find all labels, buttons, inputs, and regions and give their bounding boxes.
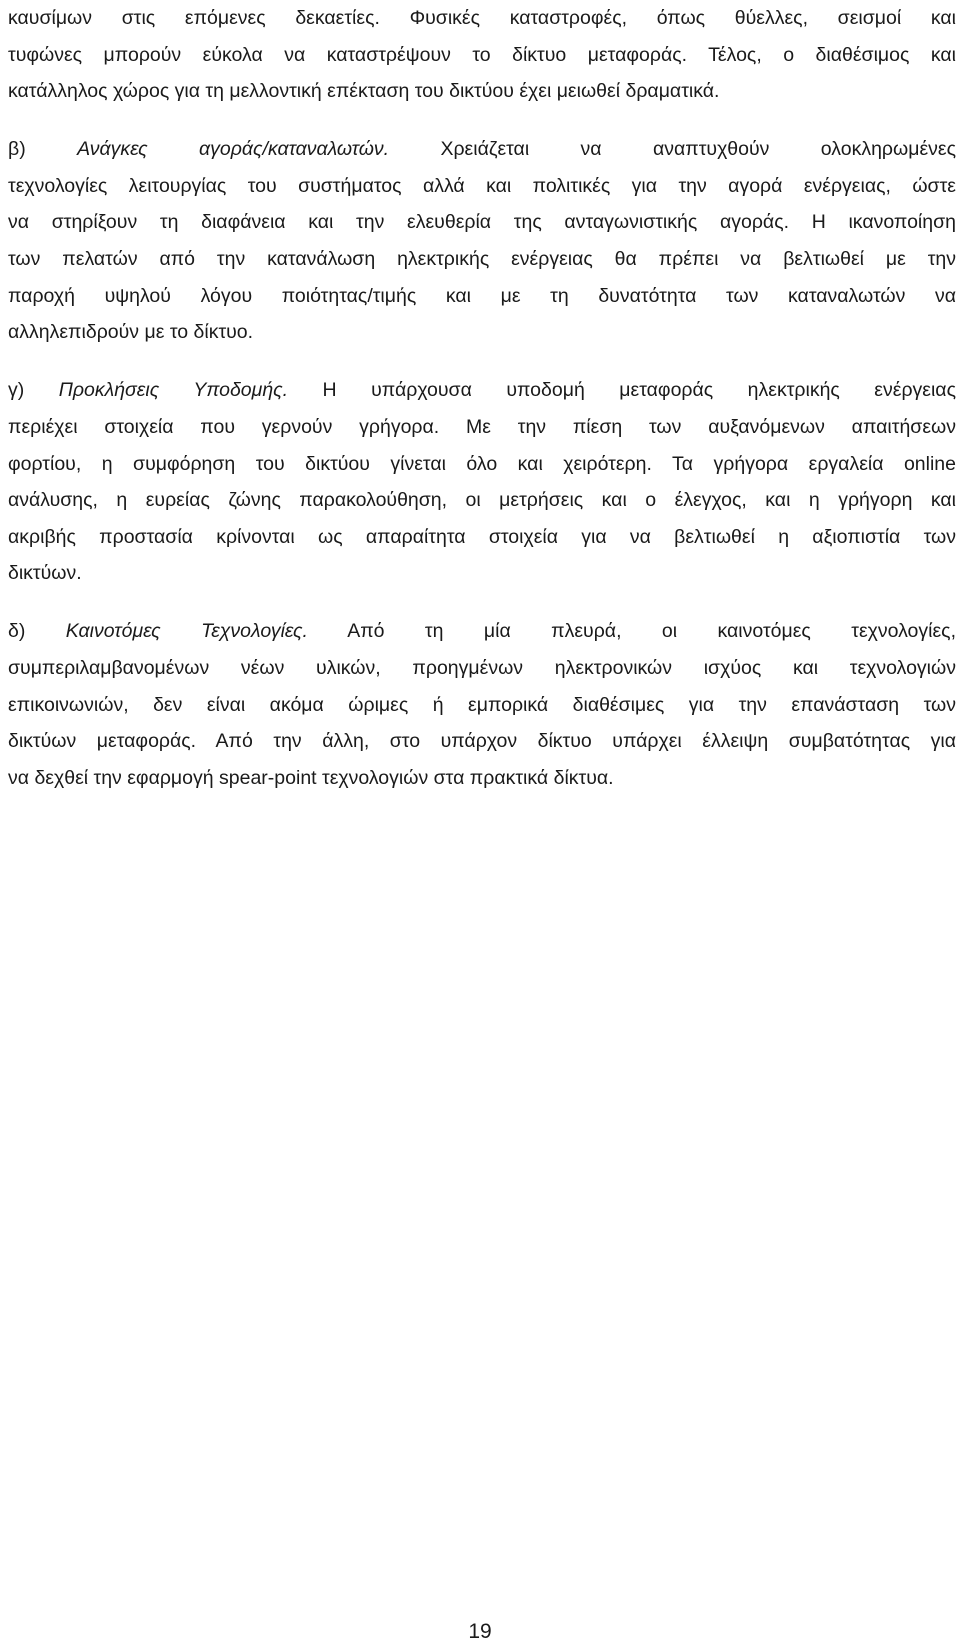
paragraph-continuation xyxy=(8,0,956,110)
section-heading: Καινοτόμες Τεχνολογίες. xyxy=(65,620,308,643)
list-label: δ) xyxy=(8,620,66,643)
page-number: 19 xyxy=(468,1620,492,1643)
text-line: περιέχει στοιχεία που γερνούν γρήγορα. Με την πίεση των αυξανόμενων απαιτήσεων xyxy=(8,415,956,438)
text-line: συμπεριλαμβανομένων νέων υλικών, προηγμένων ηλεκτρονικών ισχύος και τεχνολογιών xyxy=(8,657,956,679)
paragraph-market-needs xyxy=(8,131,956,351)
list-label: β) xyxy=(8,138,78,161)
text-line: δικτύων μεταφοράς. Από την άλλη, στο υπάρχον δίκτυο υπάρχει έλλειψη συμβατότητας για xyxy=(8,730,956,753)
text-line: παροχή υψηλού λόγου ποιότητας/τιμής και με τη δυνατότητα των καταναλωτών να xyxy=(8,284,956,307)
section-heading: Προκλήσεις Υποδομής. xyxy=(58,379,289,402)
text-line: τεχνολογίες λειτουργίας του συστήματος αλλά και πολιτικές για την αγορά ενέργειας, ώστε xyxy=(8,174,956,197)
text-line xyxy=(8,613,956,650)
text-line: δικτύων. xyxy=(8,562,82,585)
text-line: ανάλυσης, η ευρείας ζώνης παρακολούθηση, οι μετρήσεις και ο έλεγχος, και η γρήγορη και xyxy=(8,489,956,512)
text-span: Η υπάρχουσα υποδομή μεταφοράς ηλεκτρικής ενέργειας xyxy=(288,379,956,402)
text-line: να στηρίξουν τη διαφάνεια και την ελευθερία της ανταγωνιστικής αγοράς. Η ικανοποίηση xyxy=(8,211,956,234)
section-heading: Ανάγκες αγοράς/καταναλωτών. xyxy=(77,138,390,161)
list-label: γ) xyxy=(8,379,59,402)
text-line: να δεχθεί την εφαρμογή spear-point τεχνολογιών στα πρακτικά δίκτυα. xyxy=(8,766,614,789)
text-line: φορτίου, η συμφόρηση του δικτύου γίνεται όλο και χειρότερη. Τα γρήγορα εργαλεία online xyxy=(8,452,956,475)
text-line xyxy=(8,372,956,409)
text-line: επικοινωνιών, δεν είναι ακόμα ώριμες ή εμπορικά διαθέσιμες για την επανάσταση των xyxy=(8,693,956,716)
text-span: Χρειάζεται να αναπτυχθούν ολοκληρωμένες xyxy=(389,138,957,161)
paragraph-infrastructure-challenges xyxy=(8,372,956,592)
text-line: ακριβής προστασία κρίνονται ως απαραίτητα στοιχεία για να βελτιωθεί η αξιοπιστία των xyxy=(8,525,956,548)
paragraph-innovative-technologies xyxy=(8,613,956,796)
text-line: των πελατών από την κατανάλωση ηλεκτρικής ενέργειας θα πρέπει να βελτιωθεί με την xyxy=(8,248,956,271)
document-page xyxy=(8,0,956,818)
text-line: καυσίμων στις επόμενες δεκαετίες. Φυσικές καταστροφές, όπως θύελλες, σεισμοί και xyxy=(8,7,956,29)
text-line: κατάλληλος χώρος για τη μελλοντική επέκταση του δικτύου έχει μειωθεί δραματικά. xyxy=(8,80,720,103)
text-line xyxy=(8,131,956,168)
text-line: αλληλεπιδρούν με το δίκτυο. xyxy=(8,321,254,344)
text-line: τυφώνες μπορούν εύκολα να καταστρέψουν το δίκτυο μεταφοράς. Τέλος, ο διαθέσιμος και xyxy=(8,43,956,66)
text-span: Από τη μία πλευρά, οι καινοτόμες τεχνολογίες, xyxy=(307,620,956,643)
